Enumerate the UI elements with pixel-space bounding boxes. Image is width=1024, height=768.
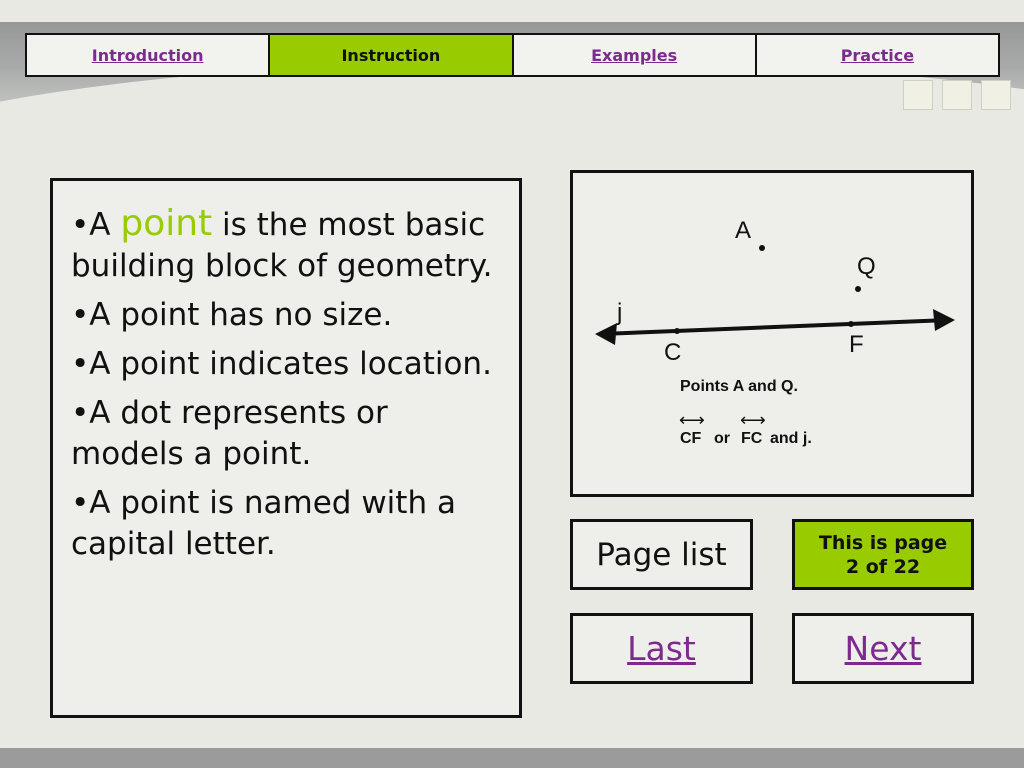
tab-instruction[interactable] (270, 35, 513, 75)
point-c-dot (674, 328, 680, 334)
highlight-term: point (120, 203, 213, 244)
page-indicator-line1: This is page (818, 531, 948, 554)
arrow-cf-icon: ⟷ (679, 410, 705, 430)
label-f: F (849, 331, 864, 358)
label-q: Q (857, 253, 876, 280)
background-footer (0, 748, 1024, 768)
next-link[interactable]: Next (844, 629, 922, 668)
bullet-point-size: •A point has no size. (71, 297, 393, 333)
line-arrowhead-left (595, 323, 617, 345)
page-indicator-line2: 2 of 22 (845, 555, 921, 578)
tab-practice[interactable] (757, 35, 998, 75)
tab-instruction-label: Instruction (341, 45, 441, 65)
tab-examples[interactable] (514, 35, 757, 75)
label-j: j (617, 299, 623, 326)
tab-examples-link[interactable]: Examples (591, 45, 678, 65)
bullet-point-dot: •A dot represents or models a point. (71, 395, 388, 472)
decorative-squares (903, 80, 1011, 110)
geometry-figure (570, 170, 974, 497)
point-a-dot (759, 245, 765, 251)
page-indicator (792, 519, 974, 590)
last-button[interactable] (570, 613, 753, 684)
decorative-square (903, 80, 933, 110)
caption-and-j: and j. (770, 430, 812, 447)
nav-tabs (25, 33, 1000, 77)
content-text-box (50, 178, 522, 718)
point-f-dot (848, 321, 854, 327)
caption-points: Points A and Q. (680, 378, 798, 395)
label-a: A (735, 217, 752, 244)
tab-practice-link[interactable]: Practice (840, 45, 915, 65)
bullet-point-definition (71, 203, 501, 287)
bullet-point-location: •A point indicates location. (71, 346, 492, 382)
caption-line-cf: CF (680, 430, 702, 447)
label-c: C (664, 339, 682, 366)
page-list-label: Page list (596, 536, 727, 573)
line-arrowhead-right (933, 309, 955, 331)
caption-or: or (714, 430, 730, 447)
next-button[interactable] (792, 613, 974, 684)
tab-introduction[interactable] (27, 35, 270, 75)
bullet-point-naming: •A point is named with a capital letter. (71, 485, 456, 562)
arrow-fc-icon: ⟷ (740, 410, 766, 430)
point-q-dot (855, 286, 861, 292)
line-j (601, 320, 949, 334)
bullet-text: is the most basic building block of geometry. (71, 207, 493, 284)
decorative-square (942, 80, 972, 110)
bullet-text: •A (71, 207, 121, 243)
last-link[interactable]: Last (627, 629, 696, 668)
page-list-button[interactable] (570, 519, 753, 590)
tab-introduction-link[interactable]: Introduction (91, 45, 204, 65)
background-top-strip (0, 0, 1024, 22)
caption-line-fc: FC (741, 430, 763, 447)
decorative-square (981, 80, 1011, 110)
